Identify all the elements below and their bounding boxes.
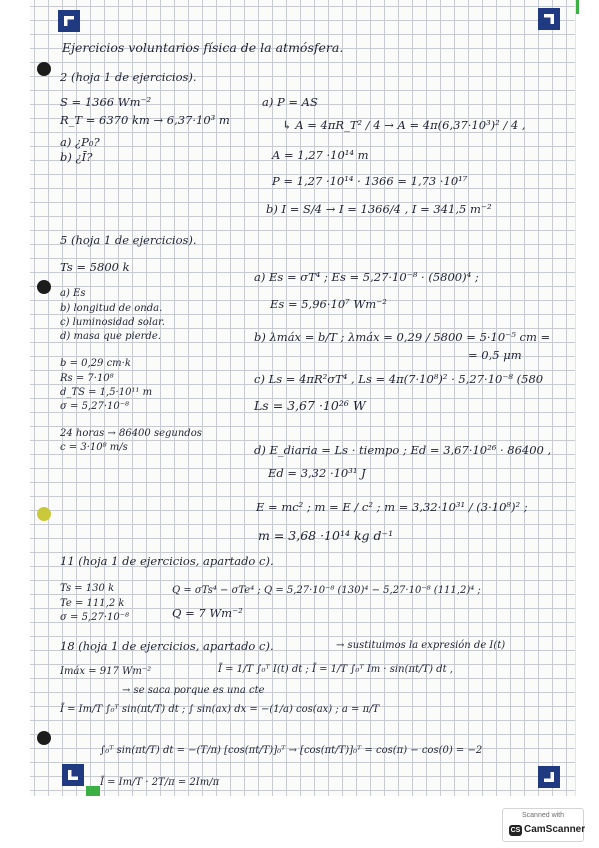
work-line: b) λmáx = b/T ; λmáx = 0,29 / 5800 = 5·10⁻⁵ cm = bbox=[254, 330, 551, 344]
work-line: Ī = Im/T ∫₀ᵀ sin(πt/T) dt ; ∫ sin(ax) dx = −(1/a) cos(ax) ; a = π/T bbox=[60, 704, 380, 715]
scanner-watermark bbox=[502, 808, 584, 842]
question: a) ¿P₀? bbox=[60, 135, 100, 149]
constant: d_TS = 1,5·10¹¹ m bbox=[60, 387, 153, 398]
constant: b = 0,29 cm·k bbox=[60, 358, 131, 369]
constant: σ = 5,27·10⁻⁸ bbox=[60, 401, 130, 412]
corner-marker-icon bbox=[62, 764, 84, 786]
binder-hole-icon bbox=[37, 62, 51, 76]
work-line: Ed = 3,32 ·10³¹ J bbox=[268, 466, 366, 480]
work-line: a) Es = σT⁴ ; Es = 5,27·10⁻⁸ · (5800)⁴ ; bbox=[254, 270, 479, 284]
conversion-note: c = 3·10⁸ m/s bbox=[60, 442, 128, 453]
work-line: a) P = AS bbox=[262, 95, 318, 109]
work-line: Ī = Im/T · 2T/π = 2Im/π bbox=[100, 777, 220, 788]
constant: Rs = 7·10⁸ bbox=[60, 373, 114, 384]
binder-hole-icon bbox=[37, 507, 51, 521]
work-line: Es = 5,96·10⁷ Wm⁻² bbox=[270, 297, 387, 311]
corner-marker-icon bbox=[538, 8, 560, 30]
scanner-brand: CamScanner bbox=[524, 824, 586, 835]
question: b) ¿Ī? bbox=[60, 150, 93, 164]
work-line: b) I = S/4 → I = 1366/4 , I = 341,5 m⁻² bbox=[266, 202, 492, 216]
given-value: Ts = 130 k bbox=[60, 583, 115, 594]
question: a) Es bbox=[60, 288, 86, 299]
conversion-note: 24 horas → 86400 segundos bbox=[60, 428, 202, 439]
scanner-label: Scanned with bbox=[521, 812, 565, 819]
page-title: Ejercicios voluntarios física de la atmósfera. bbox=[62, 40, 344, 55]
given-value: R_T = 6370 km → 6,37·10³ m bbox=[60, 113, 230, 127]
corner-marker-icon bbox=[538, 766, 560, 788]
binder-hole-icon bbox=[37, 280, 51, 294]
work-line: d) E_diaria = Ls · tiempo ; Ed = 3,67·10²⁶ · 86400 , bbox=[254, 443, 552, 457]
work-line: Q = σTs⁴ − σTe⁴ ; Q = 5,27·10⁻⁸ (130)⁴ − 5,27·10⁻⁸ (111,2)⁴ ; bbox=[172, 585, 481, 596]
work-line: = 0,5 μm bbox=[468, 348, 522, 362]
work-line: ∫₀ᵀ sin(πt/T) dt = −(T/π) [cos(πt/T)]₀ᵀ → [cos(πt/T)]₀ᵀ = cos(π) − cos(0) = −2 bbox=[100, 745, 483, 756]
work-line: A = 1,27 ·10¹⁴ m bbox=[272, 148, 369, 162]
camscanner-logo-icon: CS bbox=[510, 827, 521, 834]
exercise-11-header: 11 (hoja 1 de ejercicios, apartado c). bbox=[60, 554, 274, 568]
question: c) luminosidad solar. bbox=[60, 317, 165, 328]
work-line: Q = 7 Wm⁻² bbox=[172, 606, 243, 620]
given-value: σ = 5,27·10⁻⁸ bbox=[60, 612, 130, 623]
work-line: P = 1,27 ·10¹⁴ · 1366 = 1,73 ·10¹⁷ bbox=[272, 174, 468, 188]
work-line: m = 3,68 ·10¹⁴ kg d⁻¹ bbox=[258, 528, 394, 543]
work-line: E = mc² ; m = E / c² ; m = 3,32·10³¹ / (3·10⁸)² ; bbox=[256, 500, 528, 514]
exercise-5-header: 5 (hoja 1 de ejercicios). bbox=[60, 233, 197, 247]
given-value: S = 1366 Wm⁻² bbox=[60, 95, 152, 109]
question: b) longitud de onda. bbox=[60, 303, 163, 314]
page-edge-marker bbox=[86, 786, 100, 796]
given-value: Imáx = 917 Wm⁻² bbox=[60, 666, 152, 677]
given-value: Ts = 5800 k bbox=[60, 260, 130, 274]
work-line: Ls = 3,67 ·10²⁶ W bbox=[254, 398, 366, 413]
binder-hole-icon bbox=[37, 731, 51, 745]
annotation: → sustituimos la expresión de I(t) bbox=[336, 640, 506, 651]
exercise-18-header: 18 (hoja 1 de ejercicios, apartado c). bbox=[60, 639, 274, 653]
page-edge-marker bbox=[576, 0, 579, 14]
work-line: Ī = 1/T ∫₀ᵀ I(t) dt ; Ī = 1/T ∫₀ᵀ Im · sin(πt/T) dt , bbox=[218, 664, 453, 675]
corner-marker-icon bbox=[58, 10, 80, 32]
exercise-2-header: 2 (hoja 1 de ejercicios). bbox=[60, 70, 197, 84]
given-value: Te = 111,2 k bbox=[60, 598, 125, 609]
annotation: → se saca porque es una cte bbox=[122, 685, 265, 696]
work-line: c) Ls = 4πR²σT⁴ , Ls = 4π(7·10⁸)² · 5,27·10⁻⁸ (580 bbox=[254, 372, 544, 386]
work-line: ↳ A = 4πR_T² / 4 → A = 4π(6,37·10³)² / 4 , bbox=[282, 118, 526, 132]
question: d) masa que pierde. bbox=[60, 331, 161, 342]
